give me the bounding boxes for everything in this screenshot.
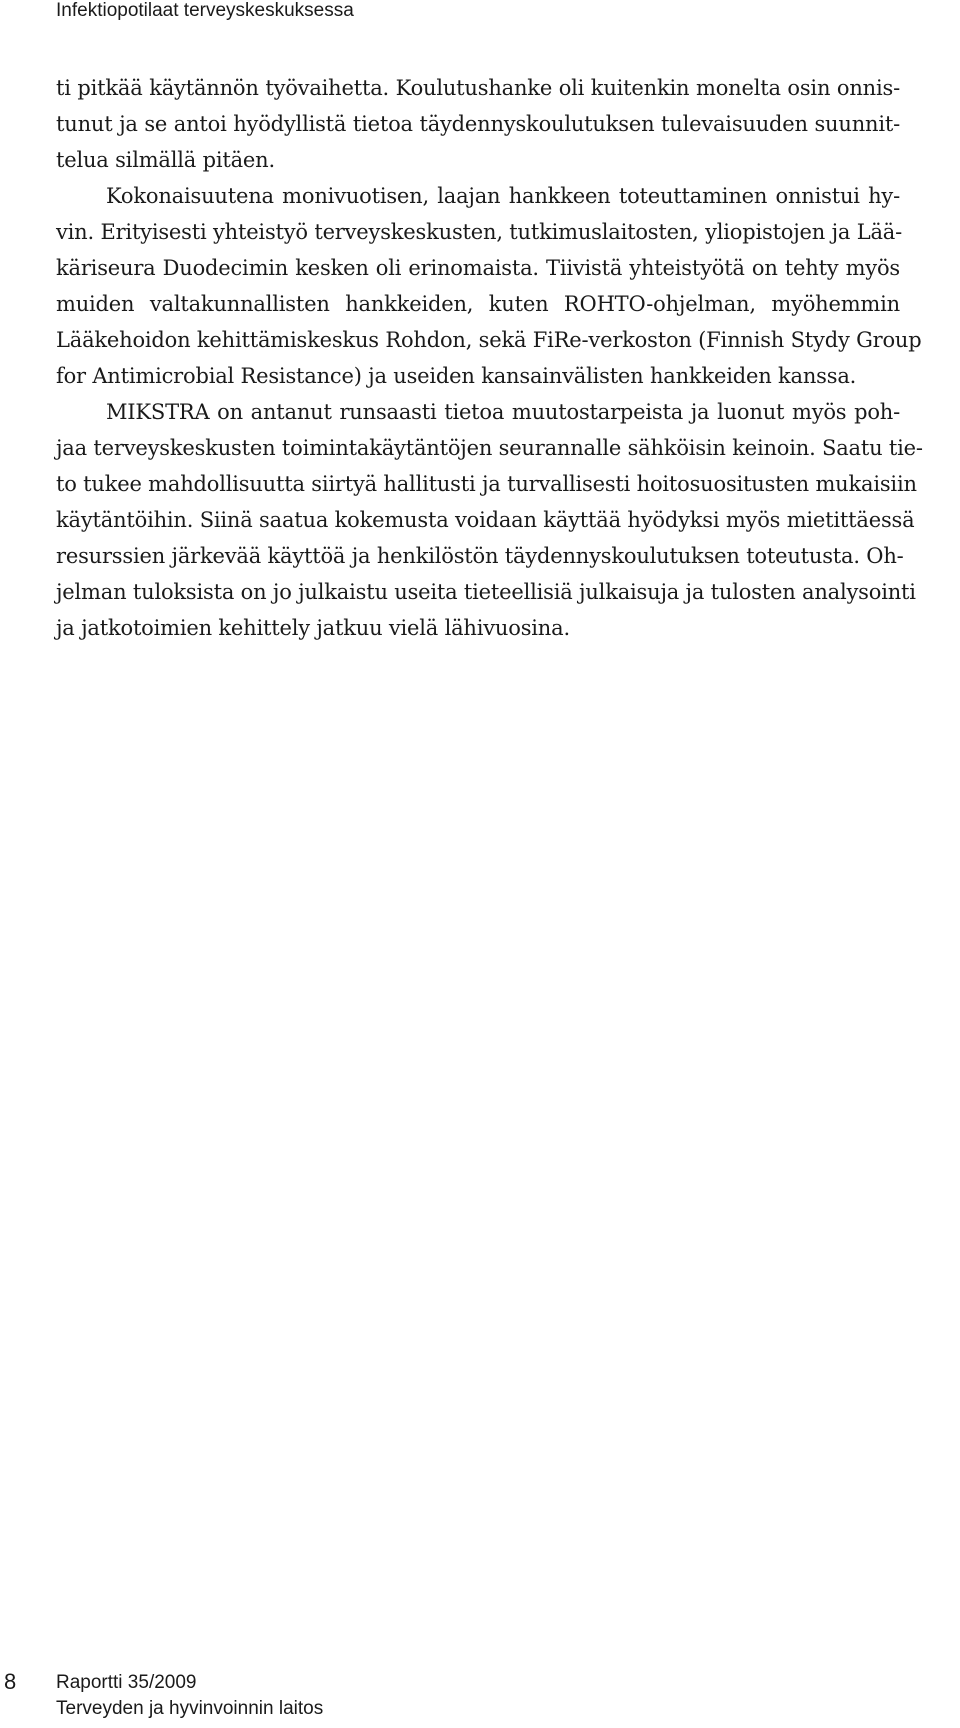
- text-line: jaa terveyskeskusten toimintakäytäntöjen seurannalle sähköisin keinoin. Saatu tie-: [56, 436, 923, 460]
- running-header-title: Infektiopotilaat terveyskeskuksessa: [56, 0, 354, 21]
- text-line: Kokonaisuutena monivuotisen, laajan hankkeen toteuttaminen onnistui hy-: [106, 184, 900, 208]
- text-line: jelman tuloksista on jo julkaistu useita tieteellisiä julkaisuja ja tulosten analysointi: [56, 580, 916, 604]
- page-footer: [56, 1670, 323, 1722]
- report-number: Raportti 35/2009: [56, 1672, 197, 1693]
- text-line: resurssien järkevää käyttöä ja henkilöstön täydennyskoulutuksen toteutusta. Oh-: [56, 544, 904, 568]
- body-text: [56, 70, 923, 646]
- page-number: 8: [4, 1669, 17, 1694]
- text-line: for Antimicrobial Resistance) ja useiden kansainvälisten hankkeiden kanssa.: [56, 364, 857, 388]
- text-line: tunut ja se antoi hyödyllistä tietoa täydennyskoulutuksen tulevaisuuden suunnit-: [56, 112, 900, 136]
- text-line: käriseura Duodecimin kesken oli erinomaista. Tiivistä yhteistyötä on tehty myös: [56, 256, 900, 280]
- institution-name: Terveyden ja hyvinvoinnin laitos: [56, 1698, 324, 1719]
- text-line: vin. Erityisesti yhteistyö terveyskeskusten, tutkimuslaitosten, yliopistojen ja Lää-: [56, 220, 902, 244]
- text-line: telua silmällä pitäen.: [56, 148, 275, 172]
- text-line: MIKSTRA on antanut runsaasti tietoa muutostarpeista ja luonut myös poh-: [106, 400, 900, 424]
- text-line: käytäntöihin. Siinä saatua kokemusta voidaan käyttää hyödyksi myös mietittäessä: [56, 508, 915, 532]
- text-line: ti pitkää käytännön työvaihetta. Koulutushanke oli kuitenkin monelta osin onnis-: [56, 76, 900, 100]
- text-line: ja jatkotoimien kehittely jatkuu vielä lähivuosina.: [56, 616, 570, 640]
- text-line: to tukee mahdollisuutta siirtyä hallitusti ja turvallisesti hoitosuositusten mukaisiin: [56, 472, 917, 496]
- text-line: Lääkehoidon kehittämiskeskus Rohdon, sekä FiRe-verkoston (Finnish Stydy Group: [56, 328, 922, 352]
- text-line: muiden valtakunnallisten hankkeiden, kuten ROHTO-ohjelman, myöhemmin: [56, 292, 900, 316]
